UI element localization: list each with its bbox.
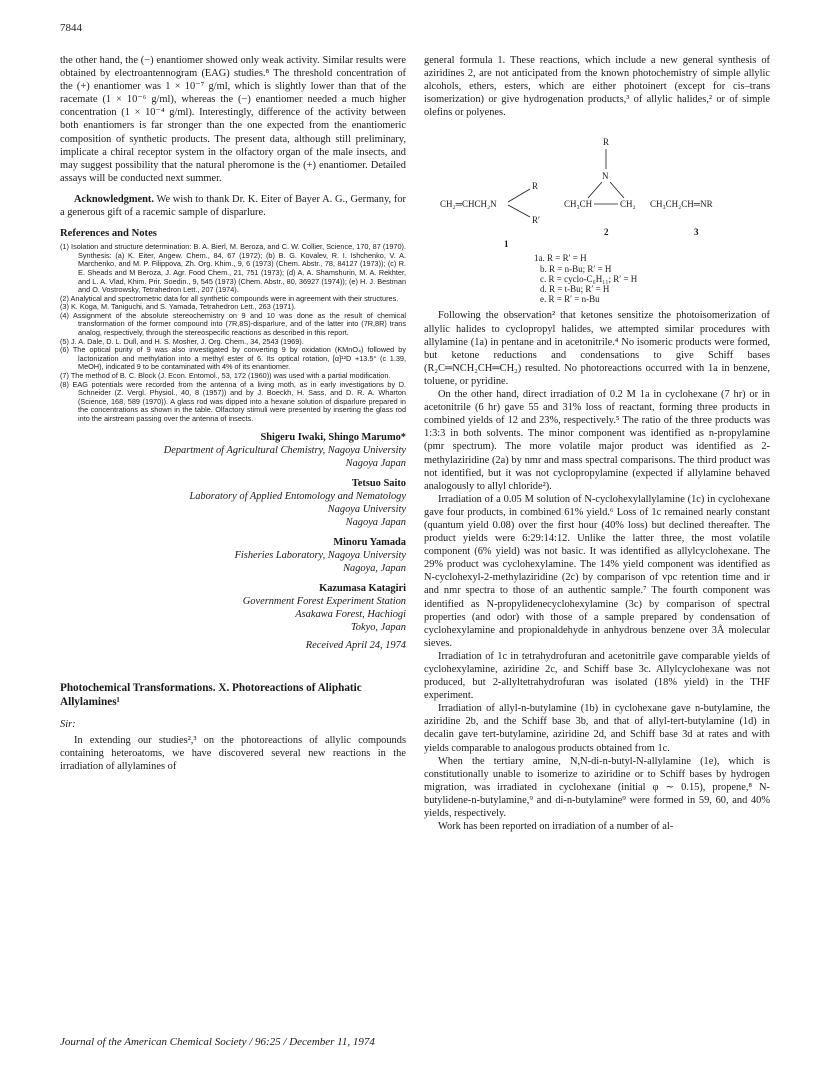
acknowledgment-text: We wish to thank Dr. K. Eiter of Bayer A. G., Germany, for a generous gift of a racemic sample of disparlure.	[60, 193, 406, 219]
reference-item: (2) Analytical and spectrometric data for all synthetic compounds were in agreement with their structures.	[60, 293, 399, 303]
reference-item: (1) Isolation and structure determination: B. A. Bierl, M. Beroza, and C. W. Collier, Science, 170, 87 (1970). Synthesis: (a) K. Eiter, Angew. Chem., 84, 67 (1972); (b) B. G. Kovalev, R. I. Ishchenko, V. A. Marchenko, and M. P. Filippova, Zh. Org. Khim., 9, 6 (1973) (Chem. Abstr., 78, 84127 (1973)); (c) R. E. Sheads and M Beroza, J. Agr. Food Chem., 21, 751 (1973); (d) A. A. Shamshurin, M. A. Rekhter, and L. A. Vlad, Khim. Prir. Soedin., 9, 545 (1973) (Chem. Abstr., 80, 36927 (1974)); (e) H. J. Bestman and O. Vostrowsky, Tetrahedron Lett., 207 (1974).	[60, 242, 406, 295]
journal-footer: Journal of the American Chemical Society / 96:25 / December 11, 1974	[60, 1036, 375, 1048]
references-title: References and Notes	[60, 228, 157, 240]
intro-paragraph: the other hand, the (−) enantiomer showed only weak activity. Similar results were obtained by electroantennogram (EAG) studies.⁸ The threshold concentration of the (+) enantiomer was 1 × 10⁻⁷ g/ml, which is slightly lower than that of the racemate (1 × 10⁻⁶ g/ml), whereas the (−) enantiomer needed a much higher concentration (1 × 10⁻⁴ g/ml). Interestingly, difference of the activity between both enantiomers is far stronger than the one expected from the enantiomeric composition of synthetic products. The present data, although still preliminary, implicate a chiral receptor system in the olfactory organ of the male insects, and may suggest possibility that the natural pheromone is the (+) enantiomer. Detailed assays will be conducted next summer.	[60, 55, 406, 184]
structure-1-bond-up	[508, 189, 530, 202]
author-affiliation: Nagoya Japan	[345, 457, 406, 469]
derivative-list	[534, 253, 637, 304]
author-block	[60, 431, 406, 651]
reference-item: (7) The method of B. C. Block (J. Econ. Entomol., 53, 172 (1960)) was used with a partial modification.	[60, 371, 391, 381]
structure-1-bond-down	[508, 205, 530, 217]
acknowledgment	[60, 193, 406, 219]
author-affiliation: Nagoya Japan	[345, 516, 406, 528]
structure-2-r: R	[603, 137, 610, 148]
author-affiliation: Tokyo, Japan	[350, 621, 406, 633]
body-paragraph: Work has been reported on irradiation of a number of al-	[438, 821, 674, 833]
references-list	[60, 243, 406, 423]
structure-3-formula: CH₃CH₂CH═NR	[650, 199, 713, 210]
derivative-item: 1a. R = R′ = H	[534, 253, 587, 264]
structure-2-left: CH₃CH	[564, 199, 593, 210]
left-column	[60, 54, 406, 773]
right-column	[424, 54, 770, 833]
structure-2-right: CH₂	[620, 199, 636, 210]
author-name: Kazumasa Katagiri	[319, 582, 406, 594]
derivative-item: b. R = n-Bu; R′ = H	[540, 263, 612, 274]
salutation: Sir:	[60, 718, 76, 730]
structure-1-formula: CH₂═CHCH₂N	[440, 199, 497, 210]
structure-1-label: 1	[504, 239, 509, 250]
author-affiliation: Government Forest Experiment Station	[242, 595, 406, 607]
author-affiliation: Asakawa Forest, Hachiogi	[295, 608, 406, 620]
body-paragraph: On the other hand, direct irradiation of 0.2 M 1a in cyclohexane (7 hr) or in acetonitrile (6 hr) gave 55 and 31% loss of reactant, forming three products in combined yields of 12 and 23%, respectively.⁵ The ratio of the three products was 1:3:3 in both solvents. The minor component was identified as n-propylamine (pmr spectrum). The more volatile major product was identified as 2-methylaziridine (2a) by nmr and mass spectral comparisons. The third product was not identified, but it was not cyclopropylamine (expected if allylamine behaved analogously to allyl chloride²).	[424, 389, 770, 492]
author-name: Tetsuo Saito	[351, 477, 406, 489]
received-date: Received April 24, 1974	[305, 639, 406, 651]
derivative-item: c. R = cyclo-C₆H₁₁; R′ = H	[540, 273, 638, 284]
author-affiliation: Laboratory of Applied Entomology and Nematology	[189, 490, 406, 502]
reference-item: (5) J. A. Dale, D. L. Dull, and H. S. Mosher, J. Org. Chem., 34, 2543 (1969).	[60, 336, 304, 346]
page-number: 7844	[60, 22, 82, 34]
author-name: Minoru Yamada	[333, 536, 406, 548]
structure-2-label: 2	[604, 227, 609, 238]
structure-3-label: 3	[694, 227, 699, 238]
structure-diagram	[424, 125, 770, 253]
reference-item: (6) The optical purity of 9 was also investigated by converting 9 by oxidation (KMnO₄) followed by lactonization and methylation into a methyl ester of 6. Its optical rotation, [α]¹²D +13.5° (c 1.39, MeOH), indicated 9 to be contaminated with 4% of its enantiomer.	[60, 345, 406, 372]
reference-item: (4) Assignment of the absolute stereochemistry on 9 and 10 was done as the result of chemical transformation of the former compound into (7R,8S)-disparlure, and of the latter into (7R,8R) trans analog, respectively, through the stereospecific reactions as described in this report.	[60, 310, 406, 338]
author-affiliation: Nagoya, Japan	[343, 562, 406, 574]
author-name: Shigeru Iwaki, Shingo Marumo*	[260, 431, 406, 443]
article-title: Photochemical Transformations. X. Photoreactions of Aliphatic Allylamines¹	[60, 681, 362, 708]
structure-1-r: R	[532, 181, 539, 192]
body-paragraph: Irradiation of a 0.05 M solution of N-cyclohexylallylamine (1c) in cyclohexane gave four products, in combined 61% yield.⁶ Loss of 1c remained nearly constant (quantum yield 0.08) over the first hour (40% loss) but declined thereafter. The product yields were 6:29:14:12. Unlike the latter three, the most volatile component (6% yield) was not basic. It was identified as allylcyclohexane. The 29% product was cyclohexylamine. The 14% yield component was identified as N-cyclohexyl-2-methylaziridine (2c) by comparison of vpc retention time and ir and nmr spectra to those of an authentic sample.⁷ The fourth component was identified as N-propylidenecyclohexylamine (3c) by comparison of spectral properties (and odor) with those of a sample prepared by condensation of cyclohexylamine and propionaldehyde in anhydrous benzene over 3Å molecular sieves.	[424, 493, 770, 649]
derivative-item: e. R = R′ = n-Bu	[540, 294, 600, 305]
body-paragraph: general formula 1. These reactions, which include a new general synthesis of aziridines 2, are not anticipated from the known photochemistry of simple allylic alcohols, ethers, esters, which are either photoinert (except for cis–trans isomerization) or give hydrogenation products,³ of allylic halides,² or of simple olefins or polyenes.	[424, 55, 770, 119]
body-paragraph: Irradiation of 1c in tetrahydrofuran and acetonitrile gave comparable yields of cyclohexylamine, aziridine 2c, and Schiff base 3c. Allylcyclohexane was not produced, but 2-allyltetrahydrofuran was isolated (18% yield) in the THF experiment.	[424, 650, 770, 702]
author-affiliation: Nagoya University	[327, 503, 406, 515]
structure-2-bond-left	[588, 182, 602, 198]
acknowledgment-label: Acknowledgment.	[74, 193, 154, 205]
author-affiliation: Department of Agricultural Chemistry, Nagoya University	[163, 444, 406, 456]
body-paragraph: Following the observation² that ketones sensitize the photoisomerization of allylic halides to cyclopropyl halides, we attempted similar procedures with allylamine (1a) in pentane and in acetonitrile.⁴ No isomeric products were formed, but ketone reductions and condensations to give Schiff bases (R₂C═NCH₂CH═CH₂) resulted. No photoreactions occurred with 1a in benzene, toluene, or pyridine.	[424, 310, 770, 387]
reference-item: (3) K. Koga, M. Taniguchi, and S. Yamada, Tetrahedron Lett., 263 (1971).	[60, 302, 296, 312]
body-paragraph: Irradiation of allyl-n-butylamine (1b) in cyclohexane gave n-butylamine, the aziridine 2b, and the Schiff base 3b, and that of allyl-tert-butylamine (1d) in decalin gave tert-butylamine, aziridine 2d, and Schiff base 3d at rates and with yields comparable to analogous products obtained from 1c.	[424, 703, 770, 754]
derivative-item: d. R = t-Bu; R′ = H	[540, 284, 610, 295]
structure-1-r-prime: R′	[532, 215, 540, 226]
body-paragraph: When the tertiary amine, N,N-di-n-butyl-N-allylamine (1e), which is constitutionally unable to isomerize to aziridine or to Schiff bases by hydrogen migration, was irradiated in cyclohexane (initial φ ∼ 0.15), propene,⁸ N-butylidene-n-butylamine,⁹ and di-n-butylamine⁹ were formed in 59, 60, and 40% yields, respectively.	[424, 755, 770, 820]
opening-paragraph: In extending our studies²,³ on the photoreactions of allylic compounds containing heteroatoms, we have discovered several new reactions in the irradiation of allylamines of	[60, 734, 406, 772]
chemical-structures	[424, 125, 770, 309]
author-affiliation: Fisheries Laboratory, Nagoya University	[234, 549, 406, 561]
structure-2-n: N	[602, 171, 609, 182]
structure-2-bond-right	[610, 182, 624, 198]
reference-item: (8) EAG potentials were recorded from the antenna of a living moth, as in early investigations by D. Schneider (Z. Vergl. Physiol., 40, 8 (1957)) and by J. Boeckh, H. Sass, and D. R. A. Wharton (Science, 168, 589 (1970)). A glass rod was dipped into a hexane solution of disparlure prepared in the concentrations as shown in the table. Olfactory stimuli were presented by inserting the glass rod into the airstream passing over the antenna of insects.	[60, 379, 406, 423]
